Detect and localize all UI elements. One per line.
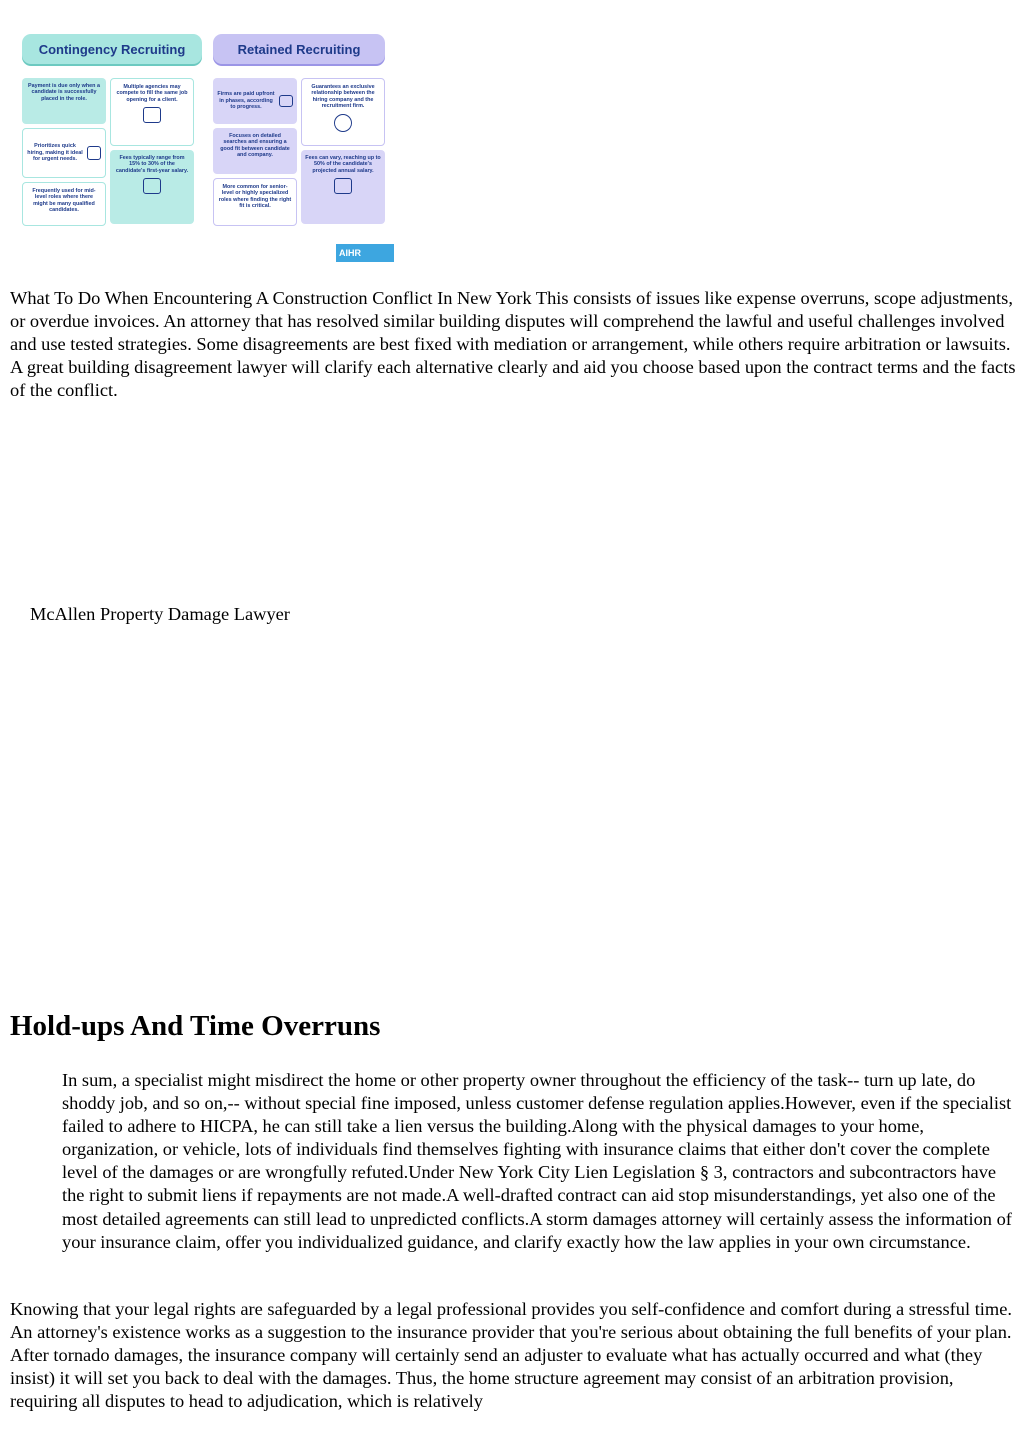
retained-card-upfront — [213, 78, 297, 124]
card-text: Frequently used for mid-level roles where there might be many qualified candidates. — [32, 188, 96, 214]
contingency-card-agencies — [110, 78, 194, 146]
calendar-icon — [334, 178, 352, 194]
card-text: Fees can vary, reaching up to 50% of the candidate's projected annual salary. — [305, 155, 381, 174]
intro-paragraph: What To Do When Encountering A Construction Conflict In New York This consists of issues like expense overruns, scope adjustments, or overdue invoices. An attorney that has resolved similar building disputes will comprehend the lawful and useful challenges involved and use tested strategies. Some disagreements are best fixed with mediation or arrangement, while others require arbitration or lawsuits. A great building disagreement lawyer will clarify each alternative clearly and aid you choose based upon the contract terms and the facts of the conflict. — [10, 288, 1016, 401]
contingency-card-mid-level — [22, 182, 106, 226]
calculator-icon — [143, 178, 161, 194]
card-text: Focuses on detailed searches and ensuring a good fit between candidate and company. — [220, 133, 290, 159]
retained-card-exclusive — [301, 78, 385, 146]
card-text: Prioritizes quick hiring, making it ideal for urgent needs. — [27, 143, 83, 163]
card-text: More common for senior-level or highly specialized roles where finding the right fit is critical. — [218, 184, 292, 210]
blockquote-paragraph: In sum, a specialist might misdirect the home or other property owner throughout the efficiency of the task-- turn up late, do shoddy job, and so on,-- without special fine imposed, unless customer defense regulation applies.However, even if the specialist failed to adhere to HICPA, he can still take a lien versus the building.Along with the physical damages to your home, organization, or vehicle, lots of individuals find themselves fighting with insurance claims that either don't cover the complete level of the damages or are wrongfully refuted.Under New York City Lien Legislation § 3, contractors and subcontractors have the right to submit liens if repayments are not made.A well-drafted contract can aid stop misunderstandings, yet also one of the most detailed agreements can still lead to unpredicted conflicts.A storm damages attorney will certainly assess the information of your insurance claim, offer you individualized guidance, and clarify exactly how the law applies in your own circumstance. — [62, 1070, 1012, 1252]
card-text: Firms are paid upfront in phases, according to progress. — [217, 91, 275, 111]
retained-recruiting-header: Retained Recruiting — [213, 34, 385, 64]
browser-window-icon — [143, 107, 161, 123]
retained-card-fees — [301, 150, 385, 224]
contingency-card-payment — [22, 78, 106, 124]
handshake-icon — [334, 114, 352, 132]
contingency-recruiting-header: Contingency Recruiting — [22, 34, 202, 64]
retained-card-detailed-search — [213, 128, 297, 174]
contingency-card-quick-hiring — [22, 128, 106, 178]
closing-paragraph: Knowing that your legal rights are safeguarded by a legal professional provides you self-confidence and comfort during a stressful time. An attorney's existence works as a suggestion to the insurance provider that you're serious about obtaining the full benefits of your plan. After tornado damages, the insurance company will certainly send an adjuster to evaluate what has actually occurred and what (they insist) it will set you back to deal with the damages. Thus, the home structure agreement may consist of an arbitration provision, requiring all disputes to head to adjudication, which is relatively — [10, 1299, 1012, 1412]
aihr-logo: AIHR — [336, 244, 394, 262]
card-text: Payment is due only when a candidate is successfully placed in the role. — [28, 83, 100, 102]
contingency-card-fees — [110, 150, 194, 224]
property-damage-lawyer-link[interactable]: McAllen Property Damage Lawyer — [30, 604, 290, 624]
card-text: Fees typically range from 15% to 30% of the candidate's first-year salary. — [115, 155, 189, 174]
people-grid-icon — [87, 146, 101, 160]
recruiting-infographic — [20, 34, 396, 264]
retained-card-senior — [213, 178, 297, 226]
section-heading: Hold-ups And Time Overruns — [10, 1010, 381, 1042]
money-hand-icon — [279, 95, 293, 107]
card-text: Multiple agencies may compete to fill the same job opening for a client. — [116, 84, 188, 103]
card-text: Guarantees an exclusive relationship between the hiring company and the recruitment firm. — [311, 84, 375, 110]
